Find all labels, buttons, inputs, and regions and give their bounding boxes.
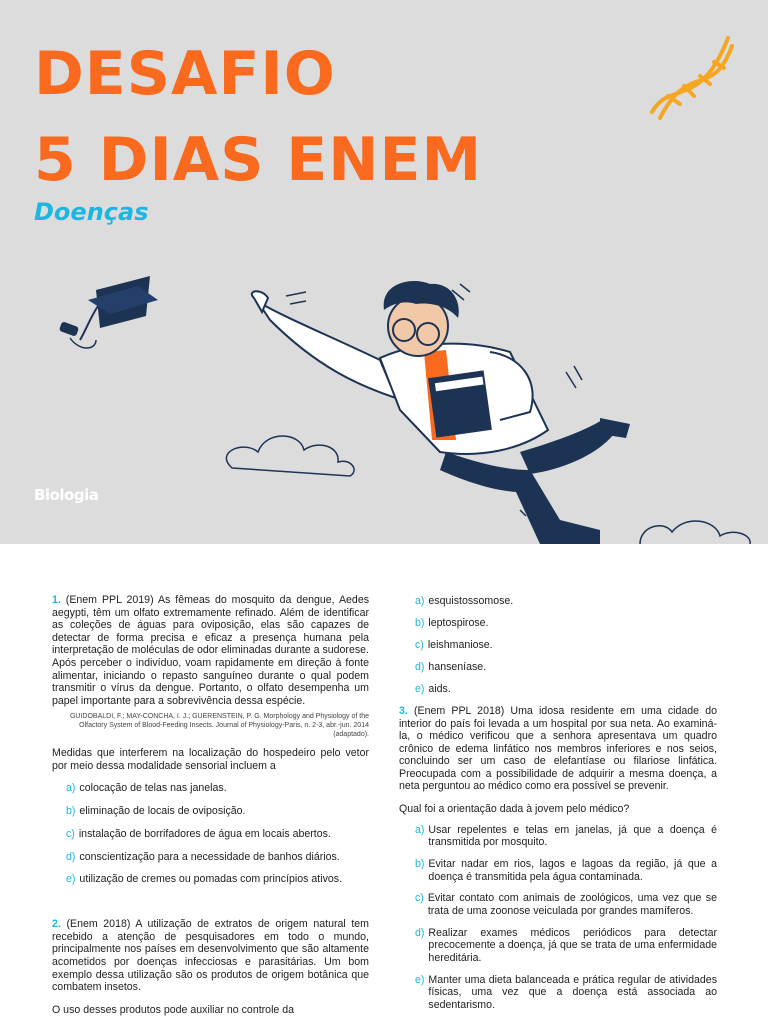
student-illustration — [252, 281, 630, 544]
answer-options — [66, 782, 369, 886]
option-letter: b) — [66, 805, 76, 818]
option-letter: e) — [66, 873, 76, 886]
option-letter: e) — [415, 682, 425, 695]
option-text: hanseníase. — [428, 660, 487, 673]
option-letter: b) — [415, 858, 425, 871]
question-prompt: Medidas que interferem na localização do hospedeiro pelo vetor por meio dessa modalidade sensorial incluem a — [52, 747, 369, 772]
answer-options — [415, 595, 717, 696]
question-number: 3. — [399, 704, 408, 717]
option-text: Evitar nadar em rios, lagos e lagoas da região, já que a doença é transmitida pela água contaminada. — [428, 858, 717, 883]
brand-logo: Biologia — [34, 486, 99, 504]
answer-option[interactable] — [415, 824, 717, 849]
option-text: aids. — [428, 682, 451, 695]
page-title-line2: 5 DIAS ENEM — [34, 125, 483, 195]
answer-option[interactable] — [66, 873, 369, 886]
option-letter: c) — [415, 638, 424, 651]
option-letter: d) — [415, 660, 425, 673]
answer-option[interactable] — [415, 595, 717, 608]
option-text: Realizar exames médicos periódicos para detectar precocemente a doença, já que se trata de uma enfermidade hereditária. — [428, 926, 717, 964]
option-letter: d) — [415, 926, 425, 939]
option-letter: a) — [415, 595, 425, 607]
page-subtitle: Doenças — [34, 198, 149, 226]
option-text: Usar repelentes e telas em janelas, já que a doença é transmitida por mosquito. — [428, 823, 717, 849]
graduation-cap-icon — [59, 276, 158, 348]
question-3 — [399, 705, 717, 793]
option-text: leishmaniose. — [427, 638, 493, 651]
answer-option[interactable] — [66, 805, 369, 818]
question-text: (Enem 2018) A utilização de extratos de origem natural tem recebido a atenção de pesquisadores em todo o mundo, principalmente nos países em desenvolvimento que são altamente acometidos por doenças infecciosas e parasitárias. Um bom exemplo dessa utilização são os produtos de origem botânica que combatem insetos. — [52, 918, 370, 994]
question-number: 1. — [52, 594, 61, 606]
question-reference: GUIDOBALDI, F.; MAY-CONCHA, I. J.; GUERENSTEIN, P. G. Morphology and Physiology of the Olfactory System of Blood-Feeding Insects. Journal of Physiology-Paris, n. 2-3, abr.-jun. 2014 (adaptado). — [69, 713, 369, 738]
option-text: eliminação de locais de oviposição. — [79, 805, 246, 818]
answer-option[interactable] — [415, 892, 717, 917]
option-letter: d) — [66, 850, 76, 863]
option-text: leptospirose. — [428, 616, 489, 629]
option-text: Manter uma dieta balanceada e prática regular de atividades físicas, uma vez que a doença está associada ao sedentarismo. — [428, 973, 717, 1011]
answer-option[interactable] — [415, 617, 717, 630]
option-letter: e) — [415, 973, 425, 986]
option-text: conscientização para a necessidade de banhos diários. — [79, 850, 340, 863]
answer-options — [415, 824, 717, 1012]
answer-option[interactable] — [415, 661, 717, 674]
option-letter: c) — [66, 827, 75, 840]
page-title-line1: DESAFIO — [34, 39, 336, 109]
dna-icon — [652, 38, 732, 118]
question-prompt: O uso desses produtos pode auxiliar no controle da — [52, 1003, 295, 1016]
question-text: (Enem PPL 2019) As fêmeas do mosquito da dengue, Aedes aegypti, têm um olfato extremamente refinado. Além de identificar as coleções de águas para oviposição, elas são capazes de detectar de forma precisa e eficaz a presença humana pela interpretação de moléculas de odor eliminadas durante a sudorese. Após perceber o indivíduo, voam rapidamente em direção à fonte alimentar, iniciando o repasto sanguíneo durante o qual podem transmitir o vírus da dengue. Portanto, o olfato desempenha um papel importante para a sobrevivência dessa espécie. — [52, 594, 370, 707]
cloud-icon — [640, 521, 750, 544]
answer-option[interactable] — [415, 639, 717, 652]
question-2 — [52, 918, 369, 994]
option-letter: a) — [415, 823, 425, 836]
left-column — [52, 594, 369, 1016]
answer-option[interactable] — [415, 927, 717, 965]
question-1 — [52, 594, 369, 707]
answer-option[interactable] — [66, 782, 369, 795]
answer-option[interactable] — [415, 858, 717, 883]
cloud-icon — [226, 436, 354, 476]
option-text: Evitar contato com animais de zoológicos, uma vez que se trata de uma zoonose veiculada por grandes mamíferos. — [427, 892, 717, 918]
question-prompt: Qual foi a orientação dada à jovem pelo médico? — [399, 803, 630, 816]
option-letter: a) — [66, 782, 76, 795]
option-text: instalação de borrifadores de água em locais abertos. — [78, 827, 331, 840]
option-text: esquistossomose. — [428, 595, 514, 607]
option-letter: c) — [415, 892, 424, 905]
option-letter: b) — [415, 616, 425, 629]
option-text: utilização de cremes ou pomadas com princípios ativos. — [79, 873, 343, 886]
answer-option[interactable] — [66, 851, 369, 864]
answer-option[interactable] — [415, 974, 717, 1012]
option-text: colocação de telas nas janelas. — [79, 782, 227, 795]
question-text: (Enem PPL 2018) Uma idosa residente em uma cidade do interior do país foi levada a um hospital por sua neta. Ao examiná-la, o médico verificou que a senhora apresentava um quadro crônico de edema linfático nos membros inferiores e nos seios, concluindo ser um caso de elefantíase ou filariose linfática. Preocupada com a possibilidade de adquirir a mesma doença, a neta perguntou ao médico como era possível se prevenir. — [399, 704, 717, 793]
right-column — [399, 595, 717, 1021]
answer-option[interactable] — [66, 828, 369, 841]
question-number: 2. — [52, 918, 61, 931]
answer-option[interactable] — [415, 683, 717, 696]
